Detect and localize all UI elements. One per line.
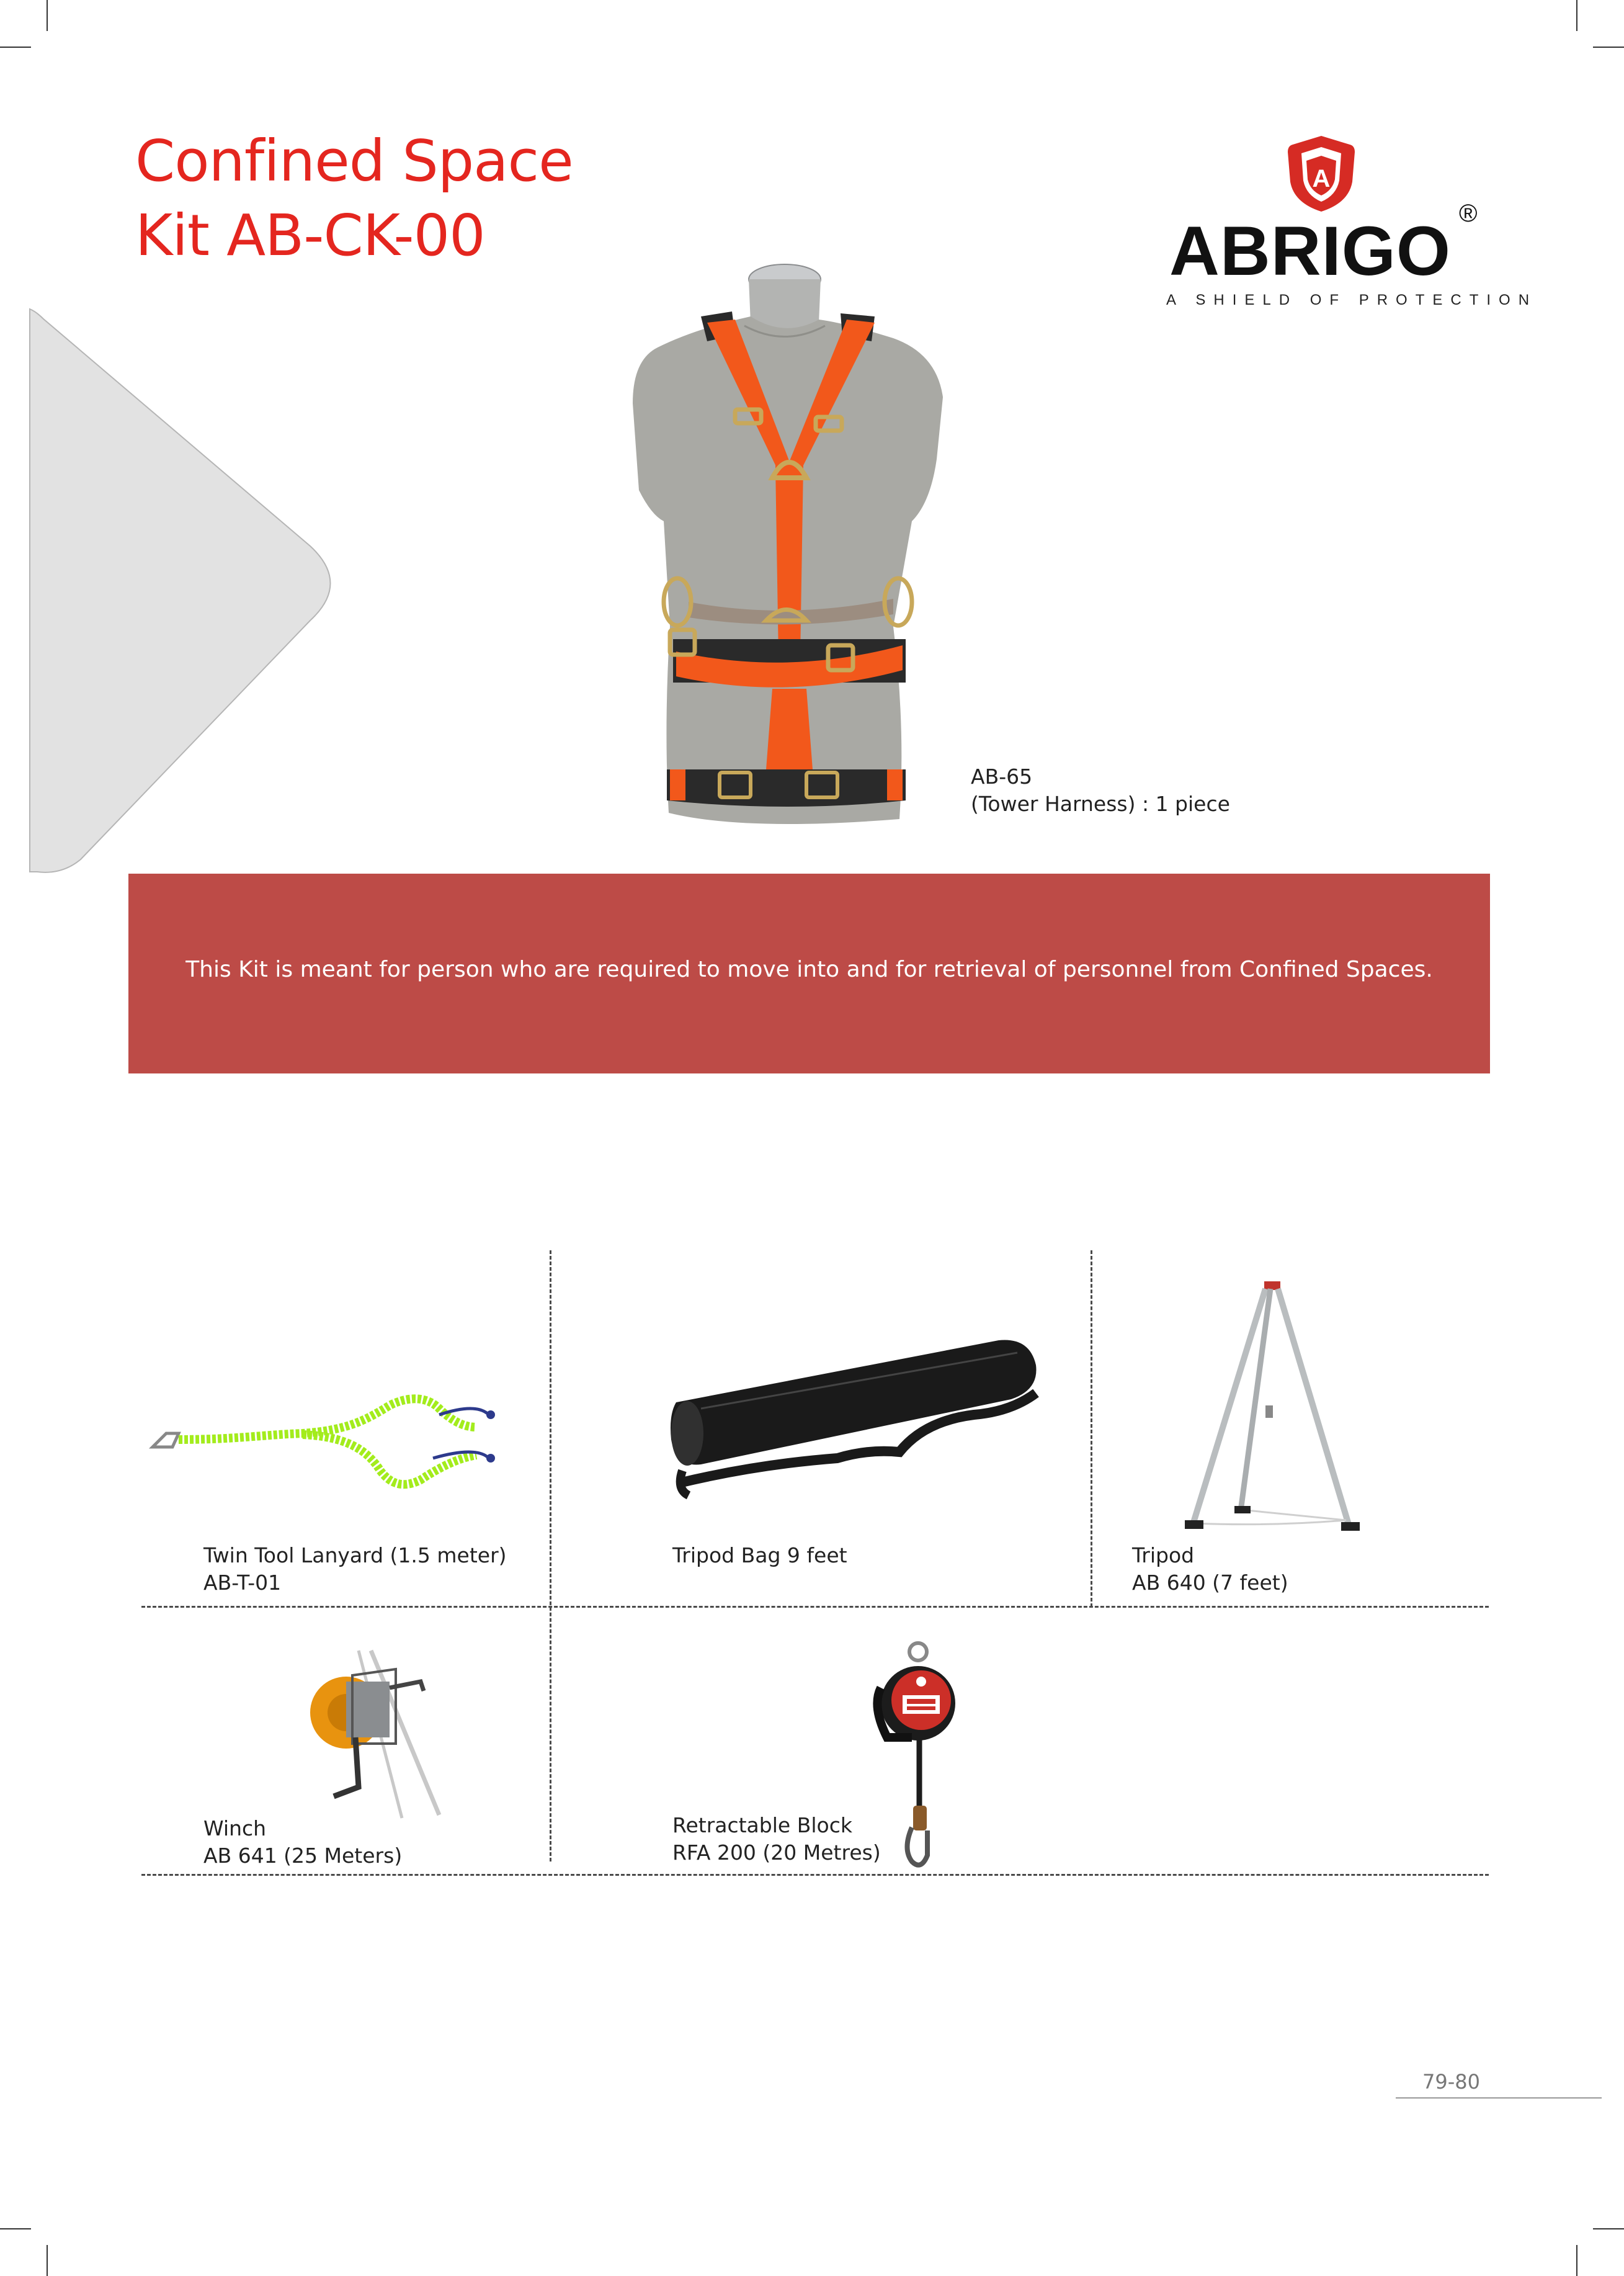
product-code: RFA 200 (20 Metres): [672, 1840, 881, 1865]
product-caption: [203, 1542, 507, 1597]
product-card: [141, 1365, 551, 1613]
brand-name: ABRIGO: [1169, 212, 1451, 290]
featured-caption: [971, 763, 1230, 818]
crop-mark: [1593, 2228, 1624, 2229]
product-card: [1117, 1278, 1489, 1607]
product-card: [141, 1638, 551, 1874]
grid-divider: [141, 1874, 1489, 1876]
emblem-letter: A: [1312, 165, 1331, 192]
tripod-icon: [1179, 1281, 1365, 1536]
featured-description: (Tower Harness) : 1 piece: [971, 792, 1230, 816]
product-caption: [203, 1815, 402, 1870]
tower-harness-image: [620, 254, 968, 862]
crop-mark: [1576, 0, 1577, 31]
shield-emblem-icon: [1283, 133, 1360, 214]
product-caption: [672, 1812, 881, 1866]
product-caption: [1132, 1542, 1288, 1597]
crop-mark: [47, 2245, 48, 2276]
twin-tool-lanyard-icon: [141, 1378, 551, 1526]
product-card: [651, 1638, 1086, 1874]
product-name: Tripod Bag 9 feet: [672, 1543, 847, 1567]
crop-mark: [1593, 47, 1624, 48]
brand-tagline: A SHIELD OF PROTECTION: [1166, 292, 1538, 308]
grid-divider: [1091, 1250, 1092, 1607]
tripod-bag-icon: [664, 1328, 1048, 1539]
title-line-2: Kit AB-CK-00: [135, 202, 485, 269]
featured-code: AB-65: [971, 764, 1033, 789]
retractable-block-icon: [868, 1638, 961, 1874]
product-caption: [672, 1542, 847, 1569]
page-title: [135, 124, 573, 273]
product-name: Retractable Block: [672, 1813, 852, 1837]
crop-mark: [47, 0, 48, 31]
banner-text: This Kit is meant for person who are required to move into and for retrieval of personnel from Confined Spaces.: [185, 956, 1433, 982]
product-name: Tripod: [1132, 1543, 1195, 1567]
product-card: [651, 1322, 1055, 1607]
decorative-triangle: [0, 298, 347, 894]
crop-mark: [1576, 2245, 1577, 2276]
crop-mark: [0, 2228, 31, 2229]
title-line-1: Confined Space: [135, 128, 573, 194]
page-number: 79-80: [1422, 2070, 1480, 2094]
product-name: Winch: [203, 1816, 267, 1840]
winch-icon: [297, 1644, 445, 1824]
product-code: AB-T-01: [203, 1570, 282, 1595]
registered-mark: ®: [1459, 200, 1478, 227]
product-name: Twin Tool Lanyard (1.5 meter): [203, 1543, 507, 1567]
product-code: AB 641 (25 Meters): [203, 1844, 403, 1868]
product-code: AB 640 (7 feet): [1132, 1570, 1288, 1595]
page-number-rule: [1396, 2097, 1602, 2099]
crop-mark: [0, 47, 31, 48]
info-banner: [128, 874, 1490, 1073]
